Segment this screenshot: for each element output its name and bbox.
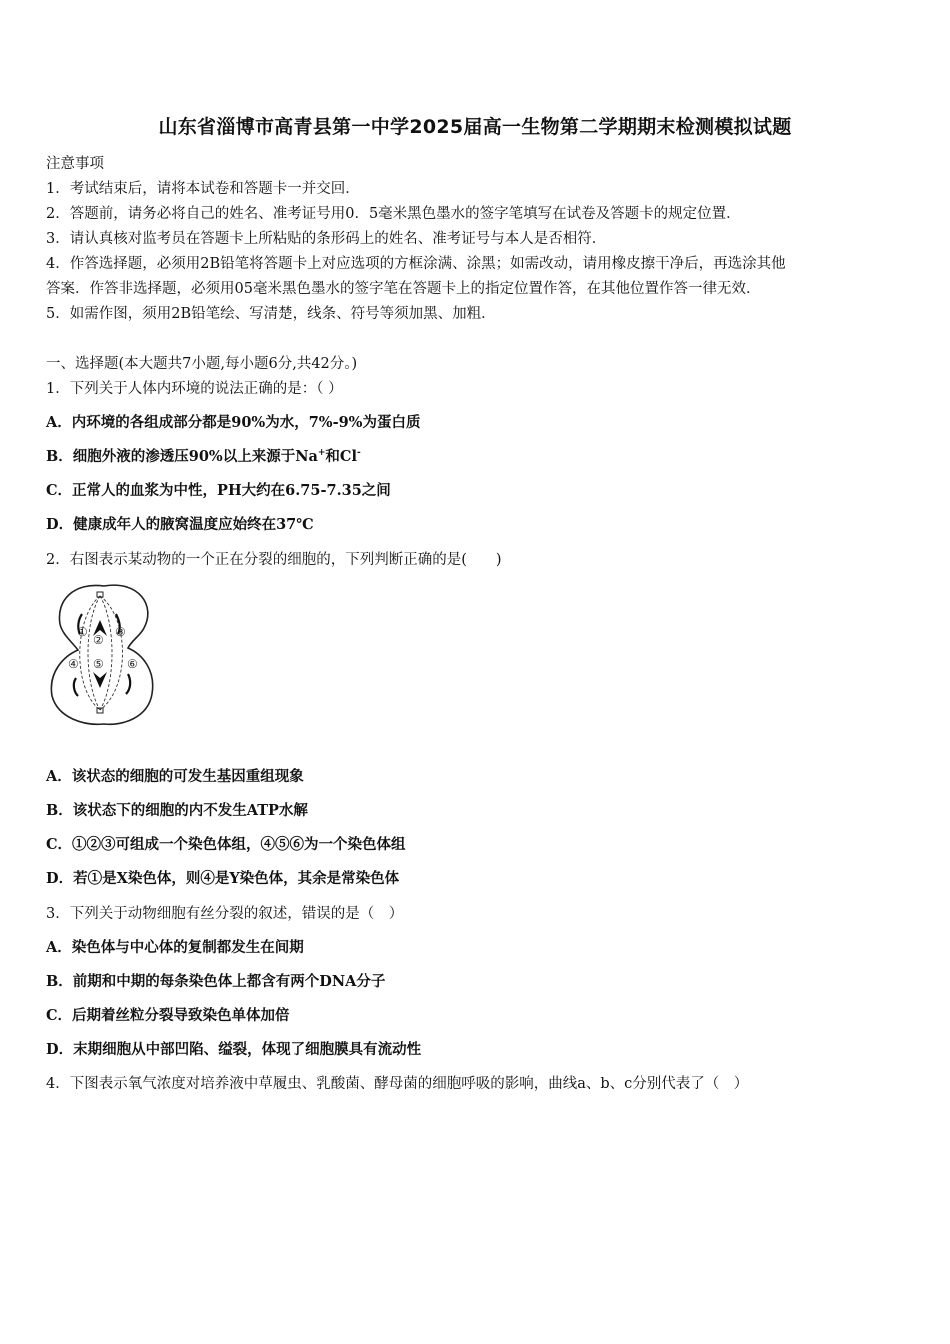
notice-item-4-cont: 答案．作答非选择题，必须用05毫米黑色墨水的签字笔在答题卡上的指定位置作答，在其他位置作答一律无效．: [46, 281, 761, 297]
section-heading: 一、选择题(本大题共7小题,每小题6分,共42分。): [46, 356, 358, 372]
notice-heading: 注意事项: [46, 156, 104, 172]
label-2: ②: [93, 633, 104, 647]
notice-item-3: 3．请认真核对监考员在答题卡上所粘贴的条形码上的姓名、准考证号与本人是否相符．: [46, 231, 607, 247]
chromosome-4: [74, 678, 78, 696]
spindle-fibers: [80, 596, 123, 710]
label-1: ①: [77, 625, 88, 639]
q3-stem: 3．下列关于动物细胞有丝分裂的叙述，错误的是（ ）: [46, 906, 404, 922]
q3-option-d: D．末期细胞从中部凹陷、缢裂，体现了细胞膜具有流动性: [46, 1041, 422, 1058]
chloride-charge: -: [356, 448, 361, 459]
q3-option-a: A．染色体与中心体的复制都发生在间期: [46, 939, 304, 956]
label-4: ④: [68, 657, 79, 671]
q3-option-b: B．前期和中期的每条染色体上都含有两个DNA分子: [46, 973, 386, 990]
page-title: 山东省淄博市高青县第一中学2025届高一生物第二学期期末检测模拟试题: [158, 116, 792, 138]
q1-option-b-text: B．细胞外液的渗透压90%以上来源于Na: [46, 448, 318, 465]
q1-stem: 1．下列关于人体内环境的说法正确的是：（ ）: [46, 381, 343, 397]
q3-option-c: C．后期着丝粒分裂导致染色单体加倍: [46, 1007, 290, 1024]
q2-option-c: C．①②③可组成一个染色体组，④⑤⑥为一个染色体组: [46, 836, 406, 853]
q2-option-d: D．若①是X染色体，则④是Y染色体，其余是常染色体: [46, 870, 400, 887]
q2-option-b: B．该状态下的细胞的内不发生ATP水解: [46, 802, 308, 819]
label-5: ⑤: [93, 657, 104, 671]
label-6: ⑥: [127, 657, 138, 671]
q1-option-c: C．正常人的血浆为中性，PH大约在6.75-7.35之间: [46, 482, 391, 499]
q4-stem: 4．下图表示氧气浓度对培养液中草履虫、乳酸菌、酵母菌的细胞呼吸的影响，曲线a、b、c分别代表了（ ）: [46, 1076, 749, 1092]
notice-item-4: 4．作答选择题，必须用2B铅笔将答题卡上对应选项的方框涂满、涂黑；如需改动，请用橡皮擦干净后，再选涂其他: [46, 256, 786, 272]
q1-option-b: [46, 445, 361, 466]
dividing-cell-figure: [44, 578, 164, 728]
q1-option-a: A．内环境的各组成部分都是90%为水，7%-9%为蛋白质: [46, 414, 421, 431]
cell-membrane: [51, 585, 152, 724]
chromosome-6: [126, 674, 130, 694]
notice-item-2: 2．答题前，请务必将自己的姓名、准考证号用0．5毫米黑色墨水的签字笔填写在试卷及答题卡的规定位置．: [46, 206, 741, 222]
q1-option-d: D．健康成年人的腋窝温度应始终在37℃: [46, 516, 314, 533]
notice-item-1: 1．考试结束后，请将本试卷和答题卡一并交回．: [46, 181, 360, 197]
q1-option-b-mid: 和Cl: [325, 448, 357, 465]
q2-option-a: A．该状态的细胞的可发生基因重组现象: [46, 768, 304, 785]
q2-stem: 2．右图表示某动物的一个正在分裂的细胞的，下列判断正确的是( ): [46, 552, 502, 568]
notice-item-5: 5．如需作图，须用2B铅笔绘、写清楚，线条、符号等须加黑、加粗．: [46, 306, 496, 322]
sodium-charge: +: [317, 448, 326, 459]
chromosome-5: [93, 672, 107, 688]
label-3: ③: [115, 625, 126, 639]
